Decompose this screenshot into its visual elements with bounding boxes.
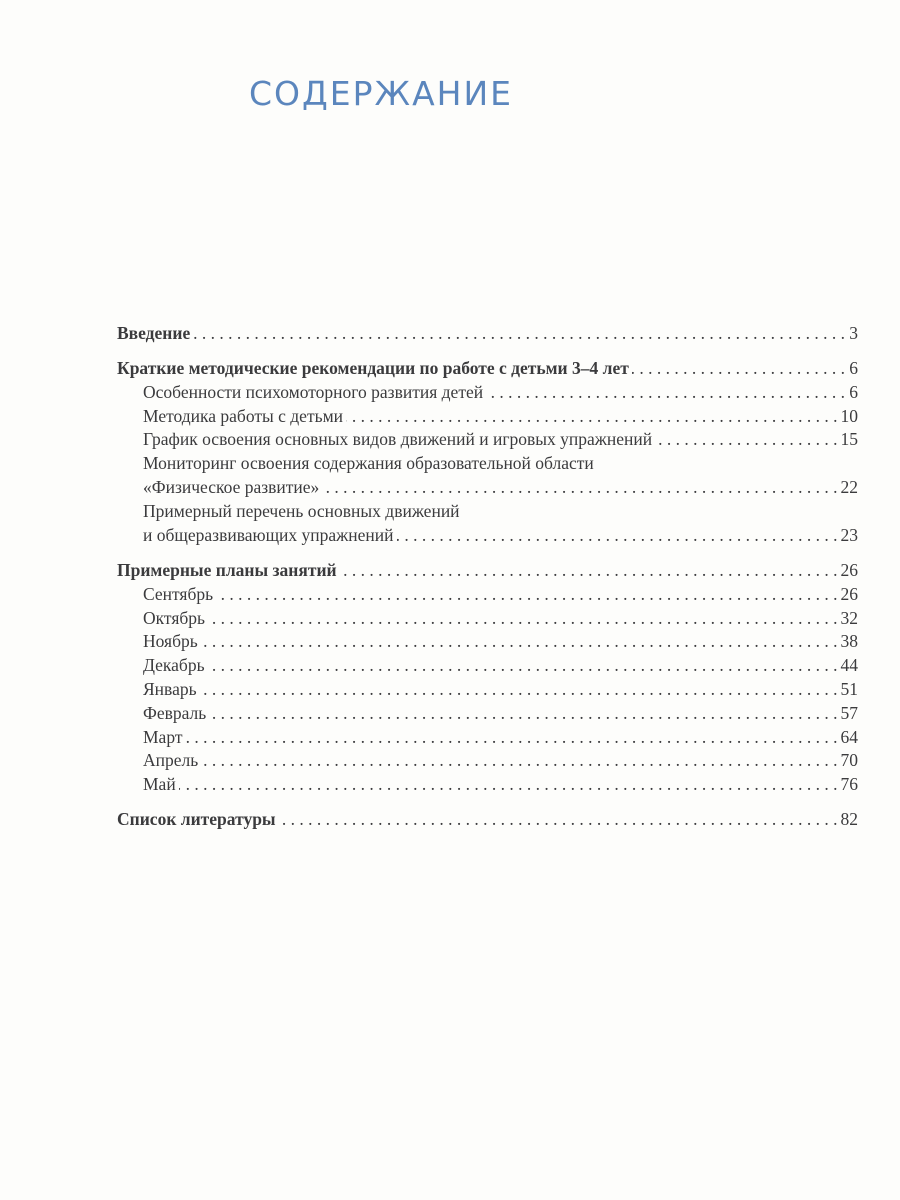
toc-entry-label: Мониторинг освоения содержания образовательной области	[143, 453, 594, 474]
toc-page-number: 44	[840, 655, 858, 676]
toc-entry-label: «Физическое развитие»	[143, 476, 320, 497]
toc-entry[interactable]	[117, 524, 858, 548]
toc-entry[interactable]	[117, 678, 858, 702]
toc-entry[interactable]	[117, 630, 858, 654]
toc-entry-label: Список литературы	[117, 809, 276, 829]
toc-entry[interactable]	[117, 773, 858, 797]
toc-entry-label: Введение	[117, 323, 191, 343]
toc-section	[117, 322, 858, 346]
toc-page-number: 64	[840, 726, 858, 747]
toc-page-number: 6	[849, 358, 858, 378]
toc-section-heading[interactable]	[117, 357, 858, 381]
toc-entry[interactable]	[117, 583, 858, 607]
toc-page-number: 22	[840, 476, 858, 497]
toc-page-number: 6	[849, 381, 858, 402]
leader-dots	[193, 322, 845, 346]
leader-dots	[208, 654, 838, 678]
toc-entry-label: Ноябрь	[143, 631, 198, 652]
toc-page-number: 82	[840, 809, 858, 829]
leader-dots	[201, 630, 838, 654]
toc-entry-label: Методика работы с детьми	[143, 405, 344, 426]
toc-entry-label: Особенности психомоторного развития детей	[143, 381, 484, 402]
toc-entry[interactable]	[117, 381, 858, 405]
toc-page-number: 38	[840, 631, 858, 652]
toc-section-heading[interactable]	[117, 322, 858, 346]
toc-entry[interactable]	[117, 607, 858, 631]
leader-dots	[655, 428, 837, 452]
toc-section-heading[interactable]	[117, 808, 858, 832]
toc-entry-label: Сентябрь	[143, 583, 214, 604]
toc-entry-label: Апрель	[143, 750, 199, 771]
page-title: СОДЕРЖАНИЕ	[249, 74, 514, 114]
toc-page-number: 70	[840, 750, 858, 771]
leader-dots	[208, 607, 837, 631]
leader-dots	[340, 559, 838, 583]
toc-page-number: 26	[840, 560, 858, 580]
leader-dots	[397, 524, 838, 548]
toc-page-number: 15	[840, 429, 858, 450]
toc-entry-label: Октябрь	[143, 607, 206, 628]
toc-entry[interactable]	[117, 702, 858, 726]
toc-page-number: 3	[849, 323, 858, 343]
leader-dots	[486, 381, 845, 405]
toc-page-number: 51	[840, 678, 858, 699]
toc-page-number: 26	[840, 583, 858, 604]
toc-entry-label: Март	[143, 726, 183, 747]
toc-entry-label: Декабрь	[143, 655, 205, 676]
toc-entry[interactable]	[117, 749, 858, 773]
toc-page-number: 32	[840, 607, 858, 628]
leader-dots	[209, 702, 837, 726]
toc-entry-label: Февраль	[143, 702, 207, 723]
leader-dots	[200, 678, 838, 702]
leader-dots	[216, 583, 837, 607]
toc-page-number: 76	[840, 774, 858, 795]
toc-page-number: 10	[840, 405, 858, 426]
leader-dots	[186, 726, 838, 750]
leader-dots	[201, 749, 837, 773]
leader-dots	[279, 808, 838, 832]
toc-entry-line[interactable]	[117, 452, 858, 476]
toc-entry[interactable]	[117, 654, 858, 678]
toc-entry-label: Январь	[143, 678, 197, 699]
toc-entry[interactable]	[117, 726, 858, 750]
toc-page-number: 57	[840, 702, 858, 723]
toc-entry[interactable]	[117, 428, 858, 452]
toc-entry-label: Примерные планы занятий	[117, 560, 337, 580]
toc-section	[117, 559, 858, 797]
toc-section	[117, 808, 858, 832]
toc-entry-label: Май	[143, 774, 176, 795]
leader-dots	[632, 357, 845, 381]
toc-entry-label: Примерный перечень основных движений	[143, 500, 460, 521]
toc-entry-label: График освоения основных видов движений и игровых упражнений	[143, 429, 653, 450]
toc-entry[interactable]	[117, 405, 858, 429]
toc-section-heading[interactable]	[117, 559, 858, 583]
toc-entry[interactable]	[117, 476, 858, 500]
leader-dots	[322, 476, 837, 500]
toc-page-number: 23	[840, 524, 858, 545]
leader-dots	[346, 405, 837, 429]
toc-entry-label: Краткие методические рекомендации по работе с детьми 3–4 лет	[117, 358, 629, 378]
toc-entry-label: и общеразвивающих упражнений	[143, 524, 394, 545]
toc-section	[117, 357, 858, 547]
toc-entry-line[interactable]	[117, 500, 858, 524]
leader-dots	[179, 773, 838, 797]
